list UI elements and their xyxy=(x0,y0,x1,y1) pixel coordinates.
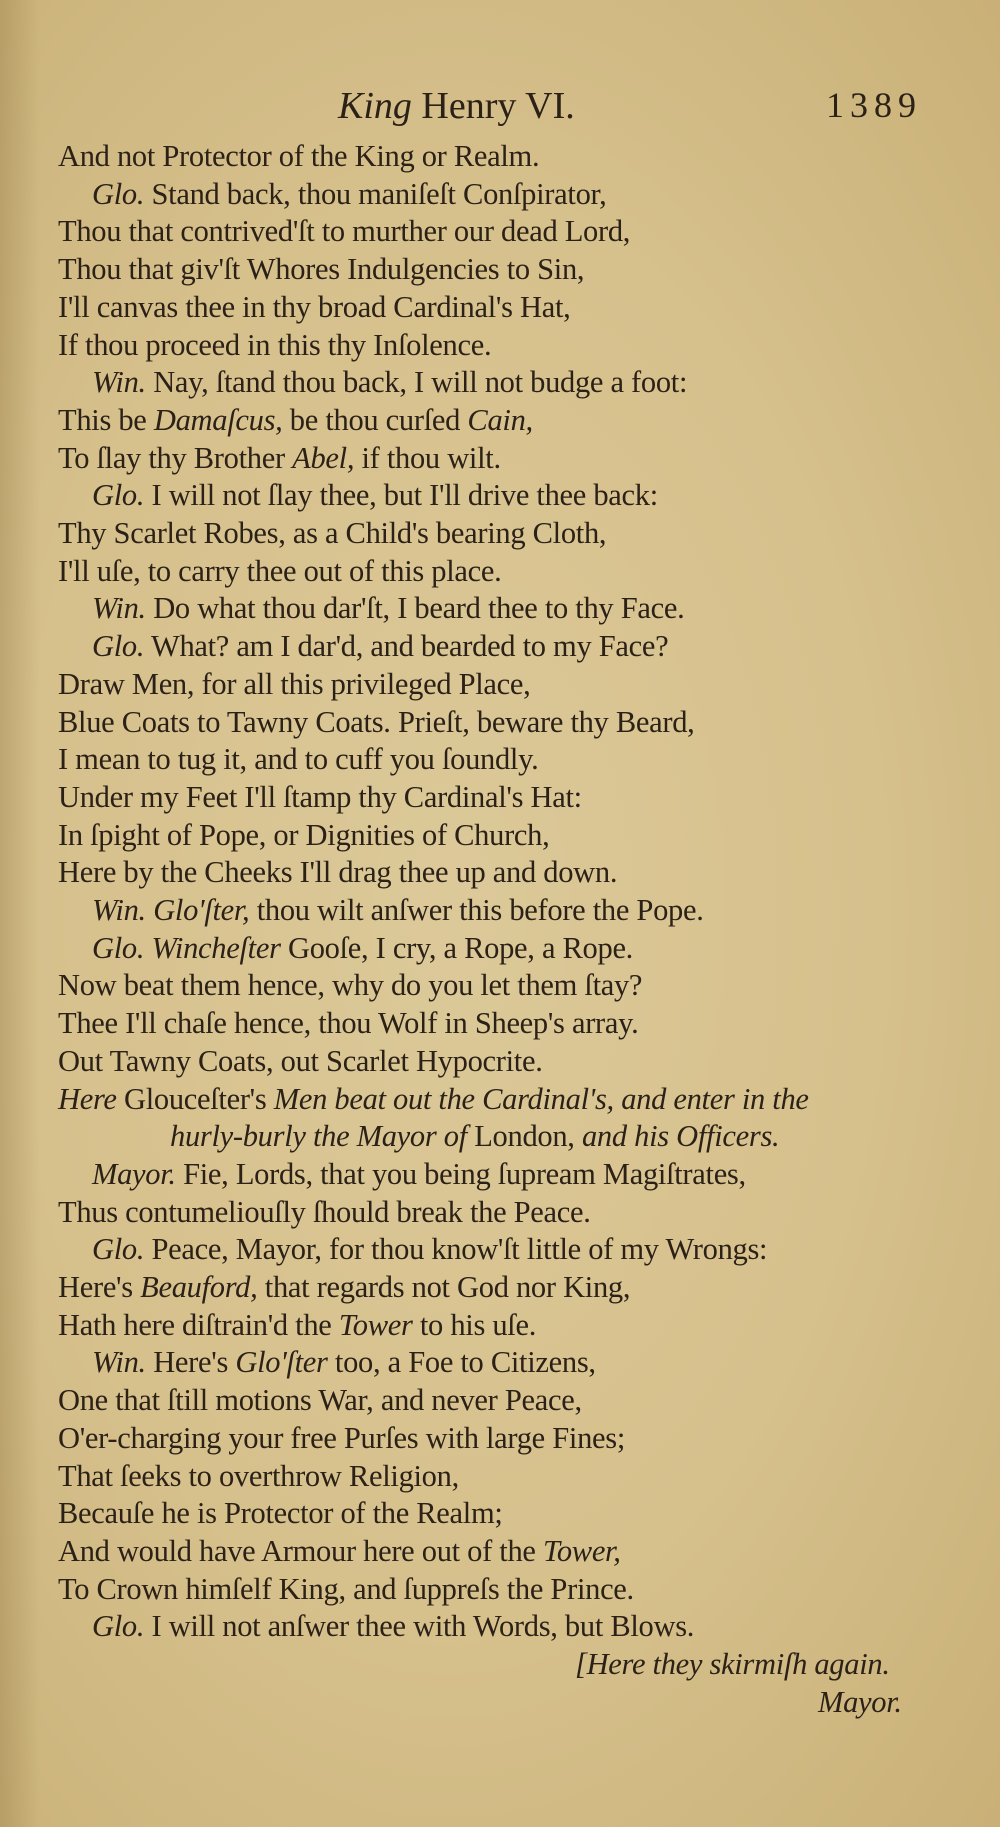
text: Draw Men, for all this privileged Place, xyxy=(58,666,531,701)
italic-text: Beauford, xyxy=(140,1270,258,1304)
verse-line xyxy=(92,628,668,664)
verse-line xyxy=(92,930,633,966)
text: Thy Scarlet Robes, as a Child's bearing Cloth, xyxy=(58,516,607,550)
text: That ſeeks to overthrow Religion, xyxy=(58,1458,459,1493)
italic-text: Glo. xyxy=(92,1232,145,1267)
italic-text: Win. xyxy=(92,893,146,927)
text: And not Protector of the King or Realm. xyxy=(58,139,540,173)
verse-line xyxy=(170,1118,779,1154)
verse-line xyxy=(92,1608,694,1644)
text: Gooſe, I cry, a Rope, a Rope. xyxy=(280,930,634,965)
text: Hath here diſtrain'd the xyxy=(58,1307,339,1342)
text: Thee I'll chaſe hence, thou Wolf in Sheep's array. xyxy=(58,1006,639,1041)
verse-line xyxy=(92,1344,596,1380)
text: London, xyxy=(466,1119,582,1154)
verse-line xyxy=(58,1420,625,1456)
verse-line xyxy=(92,892,704,928)
italic-text: Cain, xyxy=(467,402,533,437)
text: Thou that contrived'ſt to murther our dead Lord, xyxy=(58,214,631,249)
verse-line xyxy=(58,515,606,551)
verse-line xyxy=(92,1231,767,1267)
text: Nay, ſtand thou back, I will not budge a foot: xyxy=(145,365,688,400)
text: that regards not God nor King, xyxy=(257,1270,631,1304)
italic-text: hurly-burly the Mayor of xyxy=(170,1119,467,1154)
text: Becauſe he is Protector of the Realm; xyxy=(58,1496,503,1531)
italic-text: Wincheſter xyxy=(144,930,281,965)
verse-line xyxy=(58,1307,536,1343)
page-number: 1389 xyxy=(826,85,922,125)
text: Blue Coats to Tawny Coats. Prieſt, beware thy Beard, xyxy=(58,704,695,739)
text: Fie, Lords, that you being ſupream Magiſtrates, xyxy=(175,1156,746,1191)
verse-line xyxy=(58,1533,621,1569)
verse-line xyxy=(58,967,642,1003)
verse-line xyxy=(58,440,501,476)
text: To Crown himſelf King, and ſuppreſs the Prince. xyxy=(58,1571,634,1606)
italic-text: Glo'ſter xyxy=(235,1345,328,1380)
italic-text: Glo'ſter, xyxy=(145,893,250,927)
text: Here by the Cheeks I'll drag thee up and down. xyxy=(58,855,618,890)
text: Peace, Mayor, for thou know'ſt little of my Wrongs: xyxy=(144,1232,768,1267)
text: This be xyxy=(58,402,154,437)
verse-line xyxy=(58,1571,634,1607)
italic-text: Abel, xyxy=(292,440,355,475)
text: I mean to tug it, and to cuff you ſoundly. xyxy=(58,742,539,777)
text: If thou proceed in this thy Inſolence. xyxy=(58,327,492,362)
italic-text: Win. xyxy=(92,365,146,400)
text: Thus contumeliouſly ſhould break the Peace. xyxy=(58,1194,591,1229)
verse-line xyxy=(92,176,606,212)
verse-line xyxy=(58,779,582,815)
verse-line xyxy=(58,213,630,249)
italic-text: Glo. xyxy=(92,1609,145,1644)
verse-line xyxy=(92,1156,746,1192)
text: Out Tawny Coats, out Scarlet Hypocrite. xyxy=(58,1043,543,1078)
text: I'll canvas thee in thy broad Cardinal's Hat, xyxy=(58,289,571,324)
italic-text: Tower xyxy=(338,1307,413,1342)
text: be thou curſed xyxy=(282,402,468,437)
italic-text: and his Officers. xyxy=(581,1119,780,1154)
text: In ſpight of Pope, or Dignities of Church, xyxy=(58,817,550,852)
text: if thou wilt. xyxy=(354,440,501,475)
italic-text: Glo. xyxy=(92,478,145,513)
verse-line xyxy=(58,1458,459,1494)
text: Here's xyxy=(145,1345,236,1380)
verse-line xyxy=(58,327,491,363)
text: Stand back, thou maniſeſt Conſpirator, xyxy=(144,176,607,211)
text: To ſlay thy Brother xyxy=(58,440,293,475)
text: too, a Foe to Citizens, xyxy=(327,1345,596,1380)
italic-text: Win. xyxy=(92,591,146,626)
text: to his uſe. xyxy=(412,1307,537,1342)
text: Thou that giv'ſt Whores Indulgencies to Sin, xyxy=(58,252,585,287)
verse-line xyxy=(58,1043,543,1079)
italic-text: Mayor. xyxy=(92,1156,176,1191)
verse-line xyxy=(58,402,533,438)
verse-line xyxy=(58,1081,809,1117)
italic-text: Win. xyxy=(92,1345,146,1380)
verse-line xyxy=(58,704,695,740)
verse-line xyxy=(58,251,584,287)
verse-line xyxy=(58,1382,582,1418)
italic-text: Here xyxy=(58,1081,124,1116)
verse-line xyxy=(58,1269,630,1305)
catchword xyxy=(818,1684,902,1720)
verse-line xyxy=(58,1005,638,1041)
verse-line xyxy=(58,666,530,702)
text: Under my Feet I'll ſtamp thy Cardinal's Hat: xyxy=(58,779,582,814)
verse-line xyxy=(92,477,658,513)
text: And would have Armour here out of the xyxy=(58,1533,543,1568)
italic-text: Tower, xyxy=(542,1533,621,1568)
text: What? am I dar'd, and bearded to my Face? xyxy=(144,629,669,664)
running-title-roman: Henry VI. xyxy=(411,85,575,127)
verse-line xyxy=(58,817,549,853)
verse-line xyxy=(58,854,617,890)
verse-line xyxy=(92,364,687,400)
text: One that ſtill motions War, and never Peace, xyxy=(58,1383,582,1418)
verse-line xyxy=(58,741,538,777)
italic-text: Glo. xyxy=(92,176,145,211)
stage-direction xyxy=(575,1646,890,1682)
text: O'er-charging your free Purſes with large Fines; xyxy=(58,1420,626,1455)
verse-line xyxy=(58,553,501,589)
italic-text: Damaſcus, xyxy=(153,402,283,437)
running-title xyxy=(338,84,575,128)
italic-text: Glo. xyxy=(92,629,145,664)
text: Now beat them hence, why do you let them ſtay? xyxy=(58,968,643,1003)
text: thou wilt anſwer this before the Pope. xyxy=(249,893,704,927)
italic-text: Men beat out the Cardinal's, and enter in the xyxy=(266,1081,809,1116)
text: Do what thou dar'ſt, I beard thee to thy Face. xyxy=(145,591,685,626)
verse-line xyxy=(58,138,539,174)
text: Here's xyxy=(58,1270,141,1304)
text: I will not anſwer thee with Words, but Blows. xyxy=(144,1609,695,1644)
running-title-italic: King xyxy=(338,85,412,127)
text: Glouceſter's xyxy=(123,1081,267,1116)
text: I will not ſlay thee, but I'll drive thee back: xyxy=(144,478,658,513)
verse-line xyxy=(92,590,684,626)
text: I'll uſe, to carry thee out of this place. xyxy=(58,553,502,588)
italic-text: Mayor. xyxy=(818,1684,902,1719)
italic-text: [Here they skirmiſh again. xyxy=(575,1647,890,1681)
verse-line xyxy=(58,289,570,325)
verse-line xyxy=(58,1495,503,1531)
verse-line xyxy=(58,1194,591,1230)
italic-text: Glo. xyxy=(92,930,145,965)
